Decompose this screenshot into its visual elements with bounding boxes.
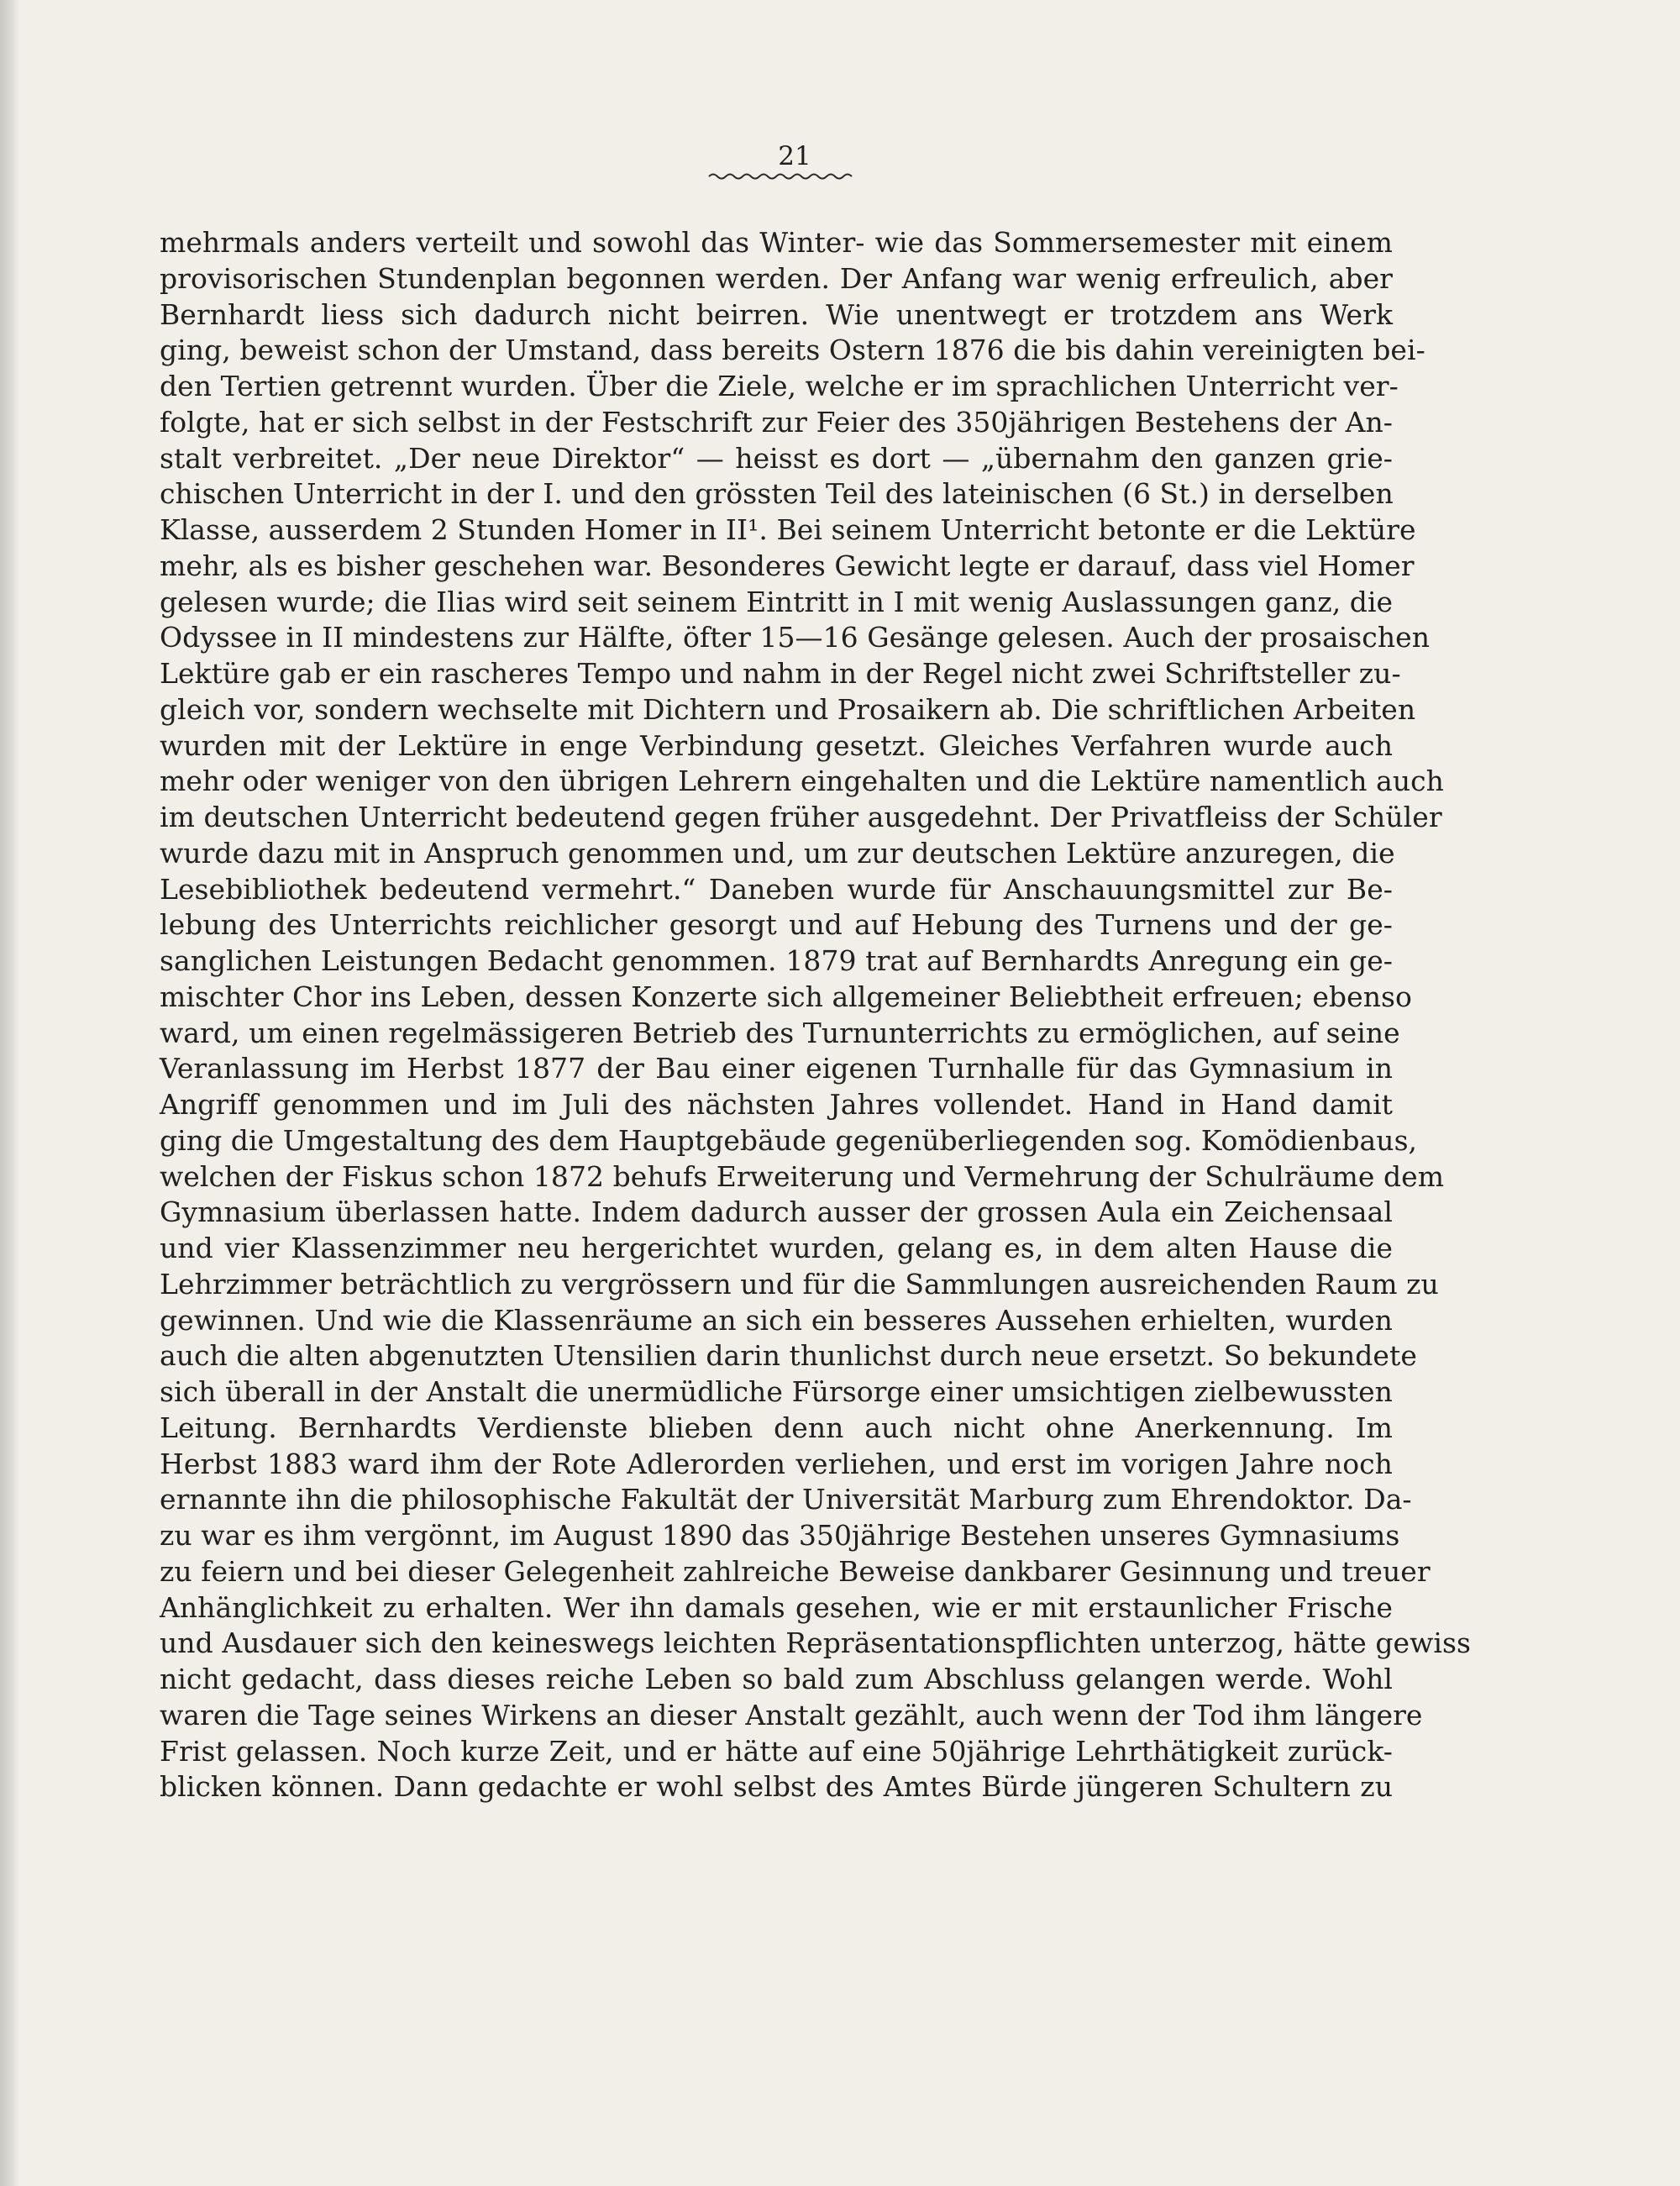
body-paragraph — [160, 225, 1471, 1805]
text-line: wurde dazu mit in Anspruch genommen und, um zur deutschen Lektüre anzuregen, die — [160, 836, 1395, 870]
text-line: Odyssee in II mindestens zur Hälfte, öfter 15—16 Gesänge gelesen. Auch der prosaischen — [160, 621, 1431, 654]
text-line: Lehrzimmer beträchtlich zu vergrössern und für die Sammlungen ausreichenden Raum zu — [160, 1267, 1439, 1301]
text-line: gewinnen. Und wie die Klassenräume an sich ein besseres Aussehen erhielten, wurden — [160, 1303, 1393, 1337]
page-number: 21 — [778, 141, 811, 171]
text-line: sanglichen Leistungen Bedacht genommen. 1879 trat auf Bernhardts Anregung ein ge- — [160, 944, 1393, 977]
text-line: im deutschen Unterricht bedeutend gegen früher ausgedehnt. Der Privatfleiss der Schüler — [160, 801, 1442, 833]
text-line: den Tertien getrennt wurden. Über die Ziele, welche er im sprachlichen Unterricht ver- — [160, 370, 1399, 402]
text-line: gleich vor, sondern wechselte mit Dichtern und Prosaikern ab. Die schriftlichen Arbeiten — [160, 692, 1416, 726]
text-line: gelesen wurde; die Ilias wird seit seinem Eintritt in I mit wenig Auslassungen ganz, die — [160, 585, 1394, 618]
text-line: ging die Umgestaltung des dem Hauptgebäude gegenüberliegenden sog. Komödienbaus, — [160, 1123, 1418, 1157]
scan-edge — [0, 0, 20, 2186]
text-line: und vier Klassenzimmer neu hergerichtet wurden, gelang es, in dem alten Hause die — [160, 1232, 1393, 1264]
text-line: mischter Chor ins Leben, dessen Konzerte sich allgemeiner Beliebtheit erfreuen; ebenso — [160, 980, 1412, 1013]
text-line: Gymnasium überlassen hatte. Indem dadurch ausser der grossen Aula ein Zeichensaal — [160, 1195, 1393, 1229]
text-line: chischen Unterricht in der I. und den grössten Teil des lateinischen (6 St.) in derselben — [160, 477, 1394, 511]
text-line: zu feiern und bei dieser Gelegenheit zahlreiche Beweise dankbarer Gesinnung und treuer — [160, 1554, 1431, 1588]
text-line: stalt verbreitet. „Der neue Direktor“ — heisst es dort — „übernahm den ganzen grie- — [160, 441, 1393, 475]
text-line: Leitung. Bernhardts Verdienste blieben denn auch nicht ohne Anerkennung. Im — [160, 1411, 1393, 1444]
text-line: zu war es ihm vergönnt, im August 1890 das 350jährige Bestehen unseres Gymnasiums — [160, 1519, 1400, 1552]
text-line: mehr, als es bisher geschehen war. Besonderes Gewicht legte er darauf, dass viel Homer — [160, 549, 1415, 582]
text-line: Klasse, ausserdem 2 Stunden Homer in II¹. Bei seinem Unterricht betonte er die Lektüre — [160, 513, 1416, 546]
text-line: welchen der Fiskus schon 1872 behufs Erweiterung und Vermehrung der Schulräume dem — [160, 1159, 1445, 1193]
text-line: Lesebibliothek bedeutend vermehrt.“ Daneben wurde für Anschauungsmittel zur Be- — [160, 872, 1393, 906]
text-line: ging, beweist schon der Umstand, dass bereits Ostern 1876 die bis dahin vereinigten bei- — [160, 334, 1425, 367]
text-line: waren die Tage seines Wirkens an dieser Anstalt gezählt, auch wenn der Tod ihm längere — [160, 1698, 1423, 1731]
text-line: Bernhardt liess sich dadurch nicht beirren. Wie unentwegt er trotzdem ans Werk — [160, 297, 1393, 331]
text-line: blicken können. Dann gedachte er wohl selbst des Amtes Bürde jüngeren Schultern zu — [160, 1770, 1393, 1804]
wavy-ornament — [707, 171, 855, 181]
text-line: Anhänglichkeit zu erhalten. Wer ihn damals gesehen, wie er mit erstaunlicher Frische — [160, 1590, 1393, 1624]
text-line: wurden mit der Lektüre in enge Verbindung gesetzt. Gleiches Verfahren wurde auch — [160, 728, 1393, 762]
text-line: folgte, hat er sich selbst in der Festschrift zur Feier des 350jährigen Bestehens der An- — [160, 405, 1393, 439]
text-line: lebung des Unterrichts reichlicher gesorgt und auf Hebung des Turnens und der ge- — [160, 908, 1393, 942]
text-line: ward, um einen regelmässigeren Betrieb des Turnunterrichts zu ermöglichen, auf seine — [160, 1016, 1400, 1049]
text-line: sich überall in der Anstalt die unermüdliche Fürsorge einer umsichtigen zielbewussten — [160, 1375, 1393, 1408]
document-page — [160, 141, 1471, 1805]
text-line: Lektüre gab er ein rascheres Tempo und nahm in der Regel nicht zwei Schriftsteller zu- — [160, 657, 1401, 690]
text-line: ernannte ihn die philosophische Fakultät der Universität Marburg zum Ehrendoktor. Da- — [160, 1483, 1412, 1516]
text-line: auch die alten abgenutzten Utensilien darin thunlichst durch neue ersetzt. So bekundete — [160, 1339, 1417, 1373]
text-line: nicht gedacht, dass dieses reiche Leben so bald zum Abschluss gelangen werde. Wohl — [160, 1663, 1393, 1695]
text-line: Angriff genommen und im Juli des nächsten Jahres vollendet. Hand in Hand damit — [160, 1088, 1393, 1121]
text-line: mehr oder weniger von den übrigen Lehrern eingehalten und die Lektüre namentlich auch — [160, 765, 1444, 798]
text-line: mehrmals anders verteilt und sowohl das Winter- wie das Sommersemester mit einem — [160, 226, 1393, 259]
text-line: und Ausdauer sich den keineswegs leichten Repräsentationspflichten unterzog, hätte gewiss — [160, 1626, 1471, 1660]
text-line: Herbst 1883 ward ihm der Rote Adlerorden verliehen, und erst im vorigen Jahre noch — [160, 1447, 1393, 1480]
text-line: Frist gelassen. Noch kurze Zeit, und er hätte auf eine 50jährige Lehrthätigkeit zurück- — [160, 1734, 1393, 1768]
text-line: provisorischen Stundenplan begonnen werden. Der Anfang war wenig erfreulich, aber — [160, 261, 1393, 295]
text-line: Veranlassung im Herbst 1877 der Bau einer eigenen Turnhalle für das Gymnasium in — [160, 1052, 1393, 1085]
